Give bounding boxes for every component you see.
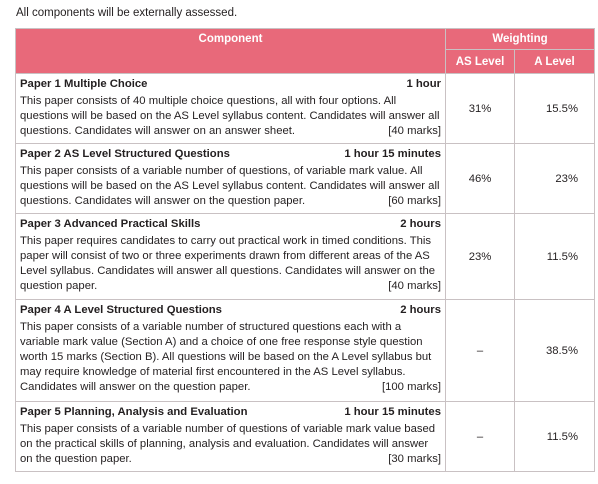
paper-duration: 1 hour 15 minutes: [344, 148, 441, 160]
paper-title: Paper 1 Multiple Choice: [20, 78, 148, 90]
paper-duration: 2 hours: [400, 304, 441, 316]
a-level-weight: 11.5%: [515, 214, 595, 300]
paper-duration: 1 hour 15 minutes: [344, 406, 441, 418]
table-row: [16, 74, 595, 144]
as-level-weight: –: [446, 300, 515, 402]
table-row: [16, 402, 595, 472]
intro-text: All components will be externally assessed.: [16, 7, 238, 19]
paper-description: This paper requires candidates to carry out practical work in timed conditions. This paper will consist of two or three experiments drawn from different areas of the AS Level syllabus. Candidates will answer all questions. Candidates will answer on the question paper.: [20, 235, 436, 292]
paper-description: This paper consists of a variable number of questions, of variable mark value. All questions will be based on the AS Level syllabus content. Candidates will answer all questions. Candidates will answer on the question paper.: [20, 165, 440, 207]
paper-cell: [16, 74, 446, 144]
paper-marks: [40 marks]: [388, 280, 441, 292]
as-level-weight: 46%: [446, 144, 515, 214]
header-a-level: A Level: [515, 50, 595, 74]
a-level-weight: 23%: [515, 144, 595, 214]
header-component: Component: [16, 29, 446, 74]
paper-description: This paper consists of a variable number of questions of variable mark value based on the practical skills of planning, analysis and evaluation. Candidates will answer on the question paper.: [20, 423, 436, 465]
table-row: [16, 300, 595, 402]
header-as-level: AS Level: [446, 50, 515, 74]
paper-description: This paper consists of 40 multiple choice questions, all with four options. All questions will be based on the AS Level syllabus content. Candidates will answer all questions. Candidates will answer on an answer sheet.: [20, 95, 440, 137]
paper-title: Paper 4 A Level Structured Questions: [20, 304, 222, 316]
paper-cell: [16, 214, 446, 300]
paper-marks: [30 marks]: [388, 453, 441, 465]
a-level-weight: 38.5%: [515, 300, 595, 402]
as-level-weight: 31%: [446, 74, 515, 144]
paper-duration: 1 hour: [406, 78, 441, 90]
paper-cell: [16, 144, 446, 214]
paper-marks: [100 marks]: [381, 381, 441, 393]
assessment-table: [15, 28, 595, 472]
header-weighting: Weighting: [446, 29, 595, 50]
table-row: [16, 144, 595, 214]
as-level-weight: 23%: [446, 214, 515, 300]
a-level-weight: 15.5%: [515, 74, 595, 144]
as-level-weight: –: [446, 402, 515, 472]
paper-title: Paper 2 AS Level Structured Questions: [20, 148, 230, 160]
paper-marks: [40 marks]: [388, 125, 441, 137]
paper-marks: [60 marks]: [388, 195, 441, 207]
paper-title: Paper 5 Planning, Analysis and Evaluation: [20, 406, 248, 418]
paper-description: This paper consists of a variable number of structured questions each with a variable mark value (Section A) and a choice of one free response style question worth 15 marks (Section B). All questions will be based on the A Level syllabus but may require knowledge of material first encountered in the AS Level syllabus. Candidates will answer on the question paper.: [20, 321, 432, 393]
paper-duration: 2 hours: [400, 218, 441, 230]
paper-title: Paper 3 Advanced Practical Skills: [20, 218, 201, 230]
paper-cell: [16, 300, 446, 402]
table-row: [16, 214, 595, 300]
a-level-weight: 11.5%: [515, 402, 595, 472]
paper-cell: [16, 402, 446, 472]
